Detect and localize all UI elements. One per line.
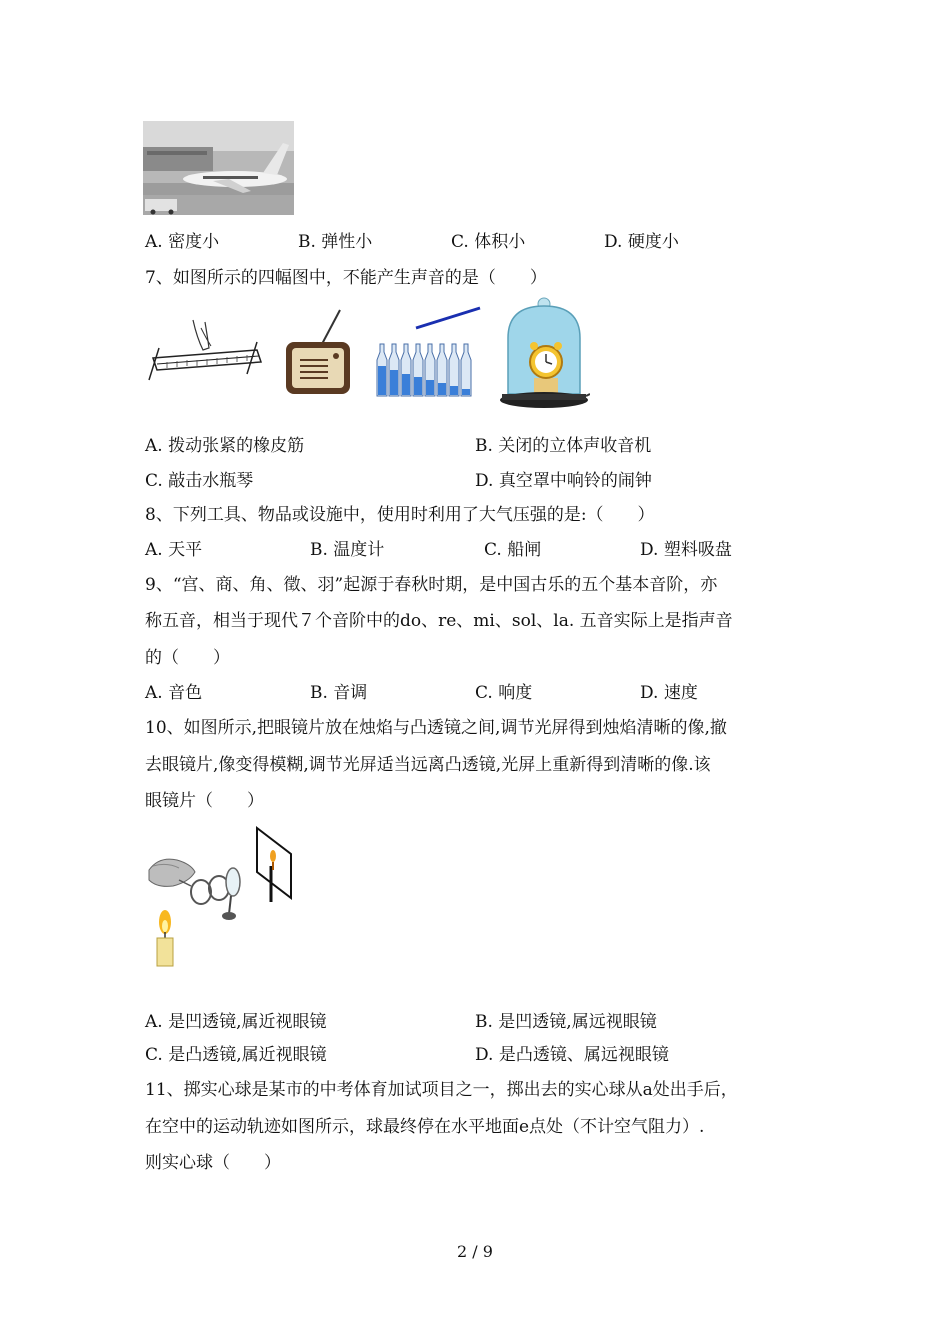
q8-option-c: C. 船闸 [484, 540, 542, 560]
q8-option-d: D. 塑料吸盘 [640, 540, 732, 560]
page-number: 2 / 9 [457, 1242, 493, 1261]
q8-stem: 8、下列工具、物品或设施中，使用时利用了大气压强的是:（ ） [145, 505, 655, 525]
q9-stem-line-3: 的（ ） [145, 648, 230, 668]
q11-stem-line-1: 11、掷实心球是某市的中考体育加试项目之一，掷出去的实心球从a处出手后， [145, 1080, 738, 1100]
q9-option-a: A. 音色 [145, 683, 203, 703]
radio-figure [282, 308, 354, 398]
q7-option-d: D. 真空罩中响铃的闹钟 [475, 471, 652, 491]
bell-jar-clock-figure [498, 296, 590, 412]
q6-option-a: A. 密度小 [145, 232, 220, 252]
lens-candle-figure [145, 826, 300, 970]
q6-option-b: B. 弹性小 [298, 232, 373, 252]
q9-option-c: C. 响度 [475, 683, 533, 703]
q11-stem-line-2: 在空中的运动轨迹如图所示，球最终停在水平地面e点处（不计空气阻力）. [145, 1117, 705, 1137]
q7-option-c: C. 敲击水瓶琴 [145, 471, 254, 491]
q6-option-c: C. 体积小 [451, 232, 526, 252]
q9-stem-line-2: 称五音，相当于现代７个音阶中的do、re、mi、sol、la. 五音实际上是指声音 [145, 611, 733, 631]
q9-option-d: D. 速度 [640, 683, 698, 703]
q7-option-a: A. 拨动张紧的橡皮筋 [145, 436, 305, 456]
q6-option-d: D. 硬度小 [604, 232, 679, 252]
q9-stem-line-1: 9、“宫、商、角、徵、羽”起源于春秋时期，是中国古乐的五个基本音阶，亦 [145, 575, 718, 595]
q9-option-b: B. 音调 [310, 683, 368, 703]
q10-option-b: B. 是凹透镜,属远视眼镜 [475, 1012, 657, 1032]
q10-stem-line-3: 眼镜片（ ） [145, 791, 264, 811]
q7-stem: 7、如图所示的四幅图中，不能产生声音的是（ ） [145, 268, 547, 288]
q8-option-a: A. 天平 [145, 540, 203, 560]
rubber-band-figure [145, 318, 265, 386]
q10-option-c: C. 是凸透镜,属近视眼镜 [145, 1045, 327, 1065]
q10-option-a: A. 是凹透镜,属近视眼镜 [145, 1012, 327, 1032]
q10-stem-line-2: 去眼镜片,像变得模糊,调节光屏适当远离凸透镜,光屏上重新得到清晰的像.该 [145, 755, 711, 775]
q7-option-b: B. 关闭的立体声收音机 [475, 436, 652, 456]
water-bottles-figure [374, 306, 482, 398]
airplane-photo [143, 121, 294, 215]
q10-option-d: D. 是凸透镜、属远视眼镜 [475, 1045, 669, 1065]
q8-option-b: B. 温度计 [310, 540, 385, 560]
q10-stem-line-1: 10、如图所示,把眼镜片放在烛焰与凸透镜之间,调节光屏得到烛焰清晰的像,撤 [145, 718, 727, 738]
q11-stem-line-3: 则实心球（ ） [145, 1153, 281, 1173]
